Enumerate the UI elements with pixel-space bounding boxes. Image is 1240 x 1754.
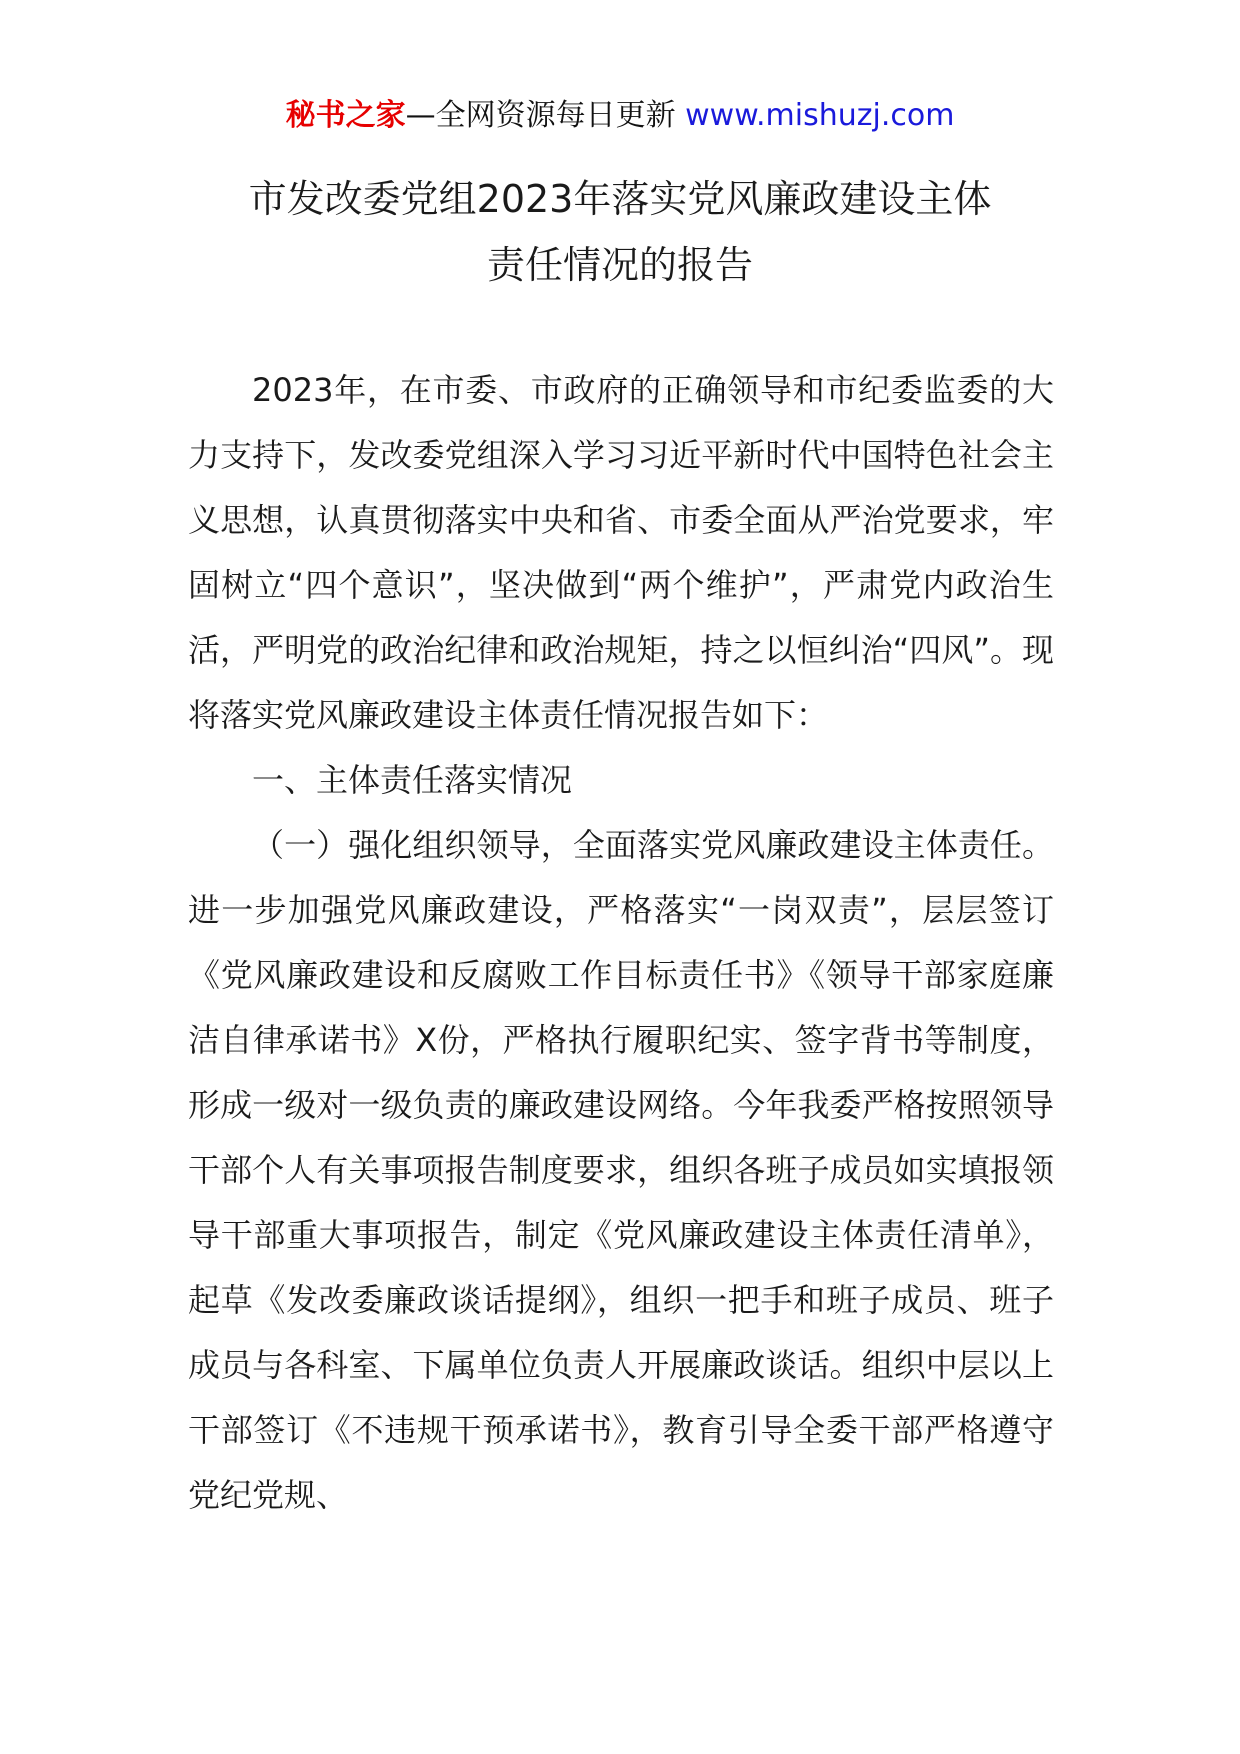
intro-paragraph: 2023年，在市委、市政府的正确领导和市纪委监委的大力支持下，发改委党组深入学习习近平新时代中国特色社会主义思想，认真贯彻落实中央和省、市委全面从严治党要求，牢固树立“四个意识”，坚决做到“两个维护”，严肃党内政治生活，严明党的政治纪律和政治规矩，持之以恒纠治“四风”。现将落实党风廉政建设主体责任情况报告如下： [188,371,1054,734]
title-line-1: 市发改委党组2023年落实党风廉政建设主体 [248,177,992,221]
site-url-link[interactable]: www.mishuzj.com [685,98,955,133]
document-body [188,358,1054,1528]
title-line-2: 责任情况的报告 [486,243,753,287]
brand-name: 秘书之家 [285,98,406,133]
watermark-header [0,96,1240,136]
section-heading-1: 一、主体责任落实情况 [252,761,573,799]
document-title [0,166,1240,298]
header-tagline: —全网资源每日更新 [405,98,686,133]
subsection-paragraph-1: （一）强化组织领导，全面落实党风廉政建设主体责任。进一步加强党风廉政建设，严格落实“一岗双责”，层层签订《党风廉政建设和反腐败工作目标责任书》《领导干部家庭廉洁自律承诺书》X份，严格执行履职纪实、签字背书等制度，形成一级对一级负责的廉政建设网络。今年我委严格按照领导干部个人有关事项报告制度要求，组织各班子成员如实填报领导干部重大事项报告，制定《党风廉政建设主体责任清单》，起草《发改委廉政谈话提纲》，组织一把手和班子成员、班子成员与各科室、下属单位负责人开展廉政谈话。组织中层以上干部签订《不违规干预承诺书》，教育引导全委干部严格遵守党纪党规、 [188,826,1054,1514]
